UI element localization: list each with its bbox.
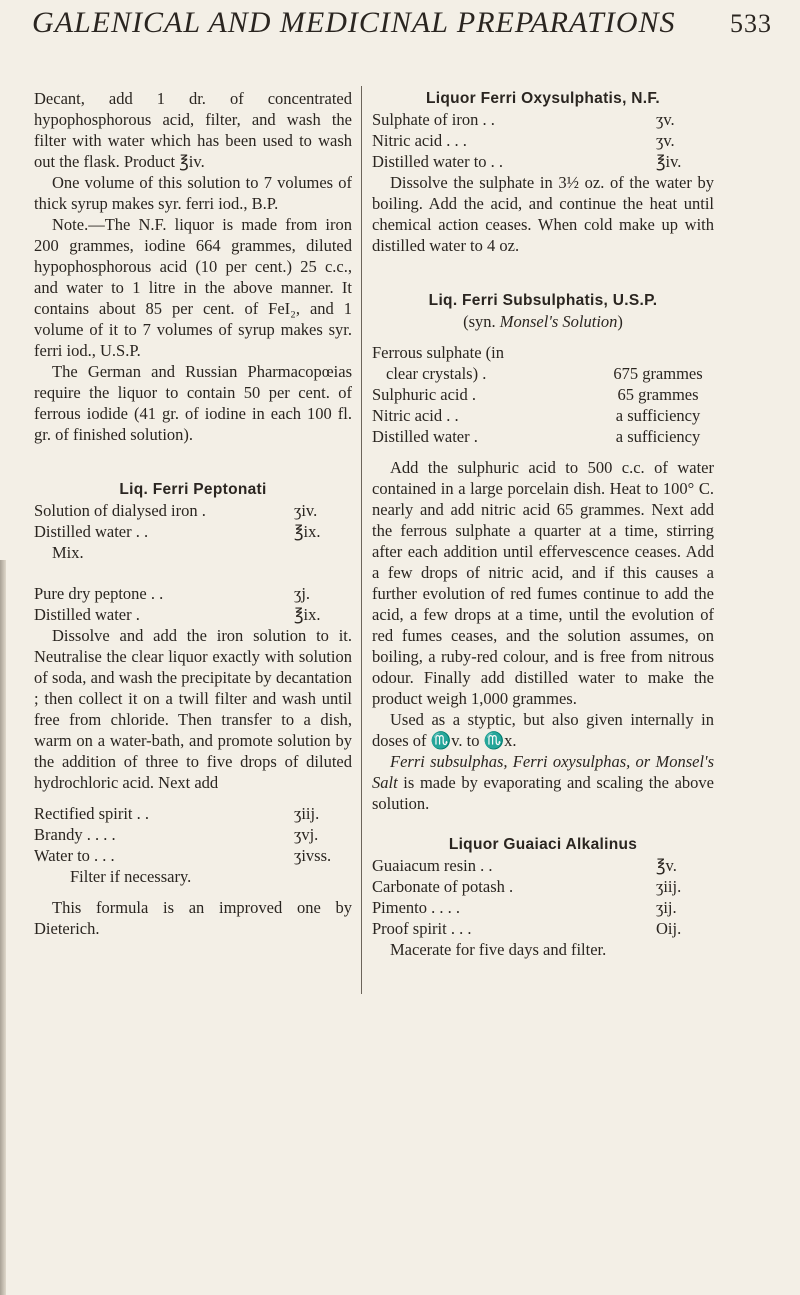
ingredient: Solution of dialysed iron . [34,501,206,520]
quantity: ℥ix. [294,605,321,624]
page-edge-shadow [0,560,6,1295]
recipe-row [372,130,714,151]
quantity: ʒiij. [656,877,682,896]
quantity: ʒivss. [294,846,332,865]
recipe-row [372,363,714,384]
paragraph: Add the sulphuric acid to 500 c.c. of water contained in a large porcelain dish. Heat to 100° C. nearly and add nitric acid 65 grammes. Next add the ferrous sulphate a quarter at a time, stirring after each addition until effervescence ceases. Add a few drops of nitric acid, and if this causes a further evolution of red fumes continue to add the acid, a few drops at a time, until the evolution of red fumes ceases, and the solution assumes, on boiling, a ruby-red colour, and is free from nitrous odour. Finally add distilled water to make the product weigh 1,000 grammes. [372,458,714,708]
quantity: 675 grammes [613,364,703,383]
recipe-row [372,897,714,918]
quantity: ʒiv. [294,501,318,520]
recipe-row [372,384,714,405]
quantity: ℥iv. [656,152,682,171]
note-paragraph: Note.—The N.F. liquor is made from iron 200 grammes, iodine 664 grammes, diluted hypophosphorous acid (10 per cent.) 25 c.c., and water to 1 litre in the above manner. It contains about 85 per cent. of FeI₂, and 1 volume of it to 7 volumes of syrup makes syr. ferri iod., U.S.P. [34,215,352,360]
quantity: ʒj. [294,584,311,603]
recipe-row [34,521,352,542]
ingredient: Proof spirit . . . [372,919,472,938]
synonym-suffix: ) [617,312,623,331]
recipe-row [34,500,352,521]
quantity: ℥ix. [294,522,321,541]
ingredient: Distilled water . [34,605,140,624]
recipe-row [34,604,352,625]
quantity: a sufficiency [615,406,701,425]
paragraph: Decant, add 1 dr. of concentrated hypophosphorous acid, filter, and wash the filter with water which has been used to wash out the flask. Product ℥iv. [34,89,352,171]
recipe-row [34,845,352,866]
section-heading: Liq. Ferri Peptonati [119,481,267,498]
ingredient: Carbonate of potash . [372,877,514,896]
quantity: ʒv. [656,131,675,150]
ingredient: Water to . . . [34,846,115,865]
running-title: GALENICAL AND MEDICINAL PREPARATIONS [32,6,676,39]
ingredient: Sulphate of iron . . [372,110,495,129]
recipe-row [372,405,714,426]
left-column [34,88,352,939]
quantity: ʒvj. [294,825,319,844]
ingredient: Distilled water . [372,427,478,446]
quantity: ʒiij. [294,804,320,823]
paragraph: Dissolve and add the iron solution to it. Neutralise the clear liquor exactly with solution of soda, and wash the precipitate by decantation ; then collect it on a twill filter and wash until free from chloride. Then transfer to a dish, warm on a water-bath, and promote solution by the addition of three to five drops of diluted hydrochloric acid. Next add [34,626,352,792]
ingredient: Nitric acid . . . [372,131,467,150]
page-header [32,6,772,40]
synonym-name: Monsel's Solution [499,312,618,331]
recipe-row [372,918,714,939]
instruction: Mix. [52,543,84,562]
ingredient: Brandy . . . . [34,825,116,844]
recipe-row [34,803,352,824]
ingredient: Rectified spirit . . [34,804,150,823]
ingredient: Sulphuric acid . [372,385,477,404]
paragraph: The German and Russian Pharmacopœias require the liquor to contain 50 per cent. of ferrous iodide (41 gr. of iodine in each 100 fl. gr. of finished solution). [34,362,352,444]
quantity: ℥v. [656,856,677,875]
paragraph: Macerate for five days and filter. [390,940,607,959]
paragraph: This formula is an improved one by Dieterich. [34,898,352,938]
paragraph [372,751,714,814]
paragraph: Dissolve the sulphate in 3½ oz. of the water by boiling. Add the acid, and continue the heat until chemical action ceases. When cold make up with distilled water to 4 oz. [372,173,714,255]
instruction: Filter if necessary. [70,867,192,886]
quantity: 65 grammes [617,385,699,404]
ingredient: Distilled water . . [34,522,149,541]
synonym-line [372,311,714,332]
recipe-row [372,151,714,172]
ingredient: Nitric acid . . [372,406,459,425]
paragraph: Used as a styptic, but also given internally in doses of ♏v. to ♏x. [372,710,714,750]
ingredient: Guaiacum resin . . [372,856,493,875]
section-heading: Liq. Ferri Subsulphatis, U.S.P. [428,292,658,309]
ingredient: Pure dry peptone . . [34,584,164,603]
ingredient: Pimento . . . . [372,898,461,917]
recipe-row [372,855,714,876]
recipe-row [372,876,714,897]
ingredient: Distilled water to . . [372,152,504,171]
quantity: a sufficiency [615,427,701,446]
recipe-row [372,426,714,447]
recipe-row [372,109,714,130]
column-divider [361,86,362,994]
synonym-prefix: (syn. [463,312,500,331]
recipe-row [34,824,352,845]
quantity: Oij. [656,919,682,938]
section-heading: Liquor Guaiaci Alkalinus [448,836,638,853]
italic-names: Ferri subsulphas, Ferri oxysulphas, or Monsel's Salt [372,752,714,792]
right-column [372,88,714,960]
section-heading: Liquor Ferri Oxysulphatis, N.F. [425,90,661,107]
ingredient: clear crystals) . [386,364,487,383]
quantity: ʒv. [656,110,675,129]
recipe-row [34,583,352,604]
quantity: ʒij. [656,898,677,917]
paragraph-rest: is made by evaporating and scaling the above solution. [372,773,714,813]
page-number: 533 [730,9,772,38]
paragraph: One volume of this solution to 7 volumes of thick syrup makes syr. ferri iod., B.P. [34,173,352,213]
ingredient: Ferrous sulphate (in [372,343,504,362]
